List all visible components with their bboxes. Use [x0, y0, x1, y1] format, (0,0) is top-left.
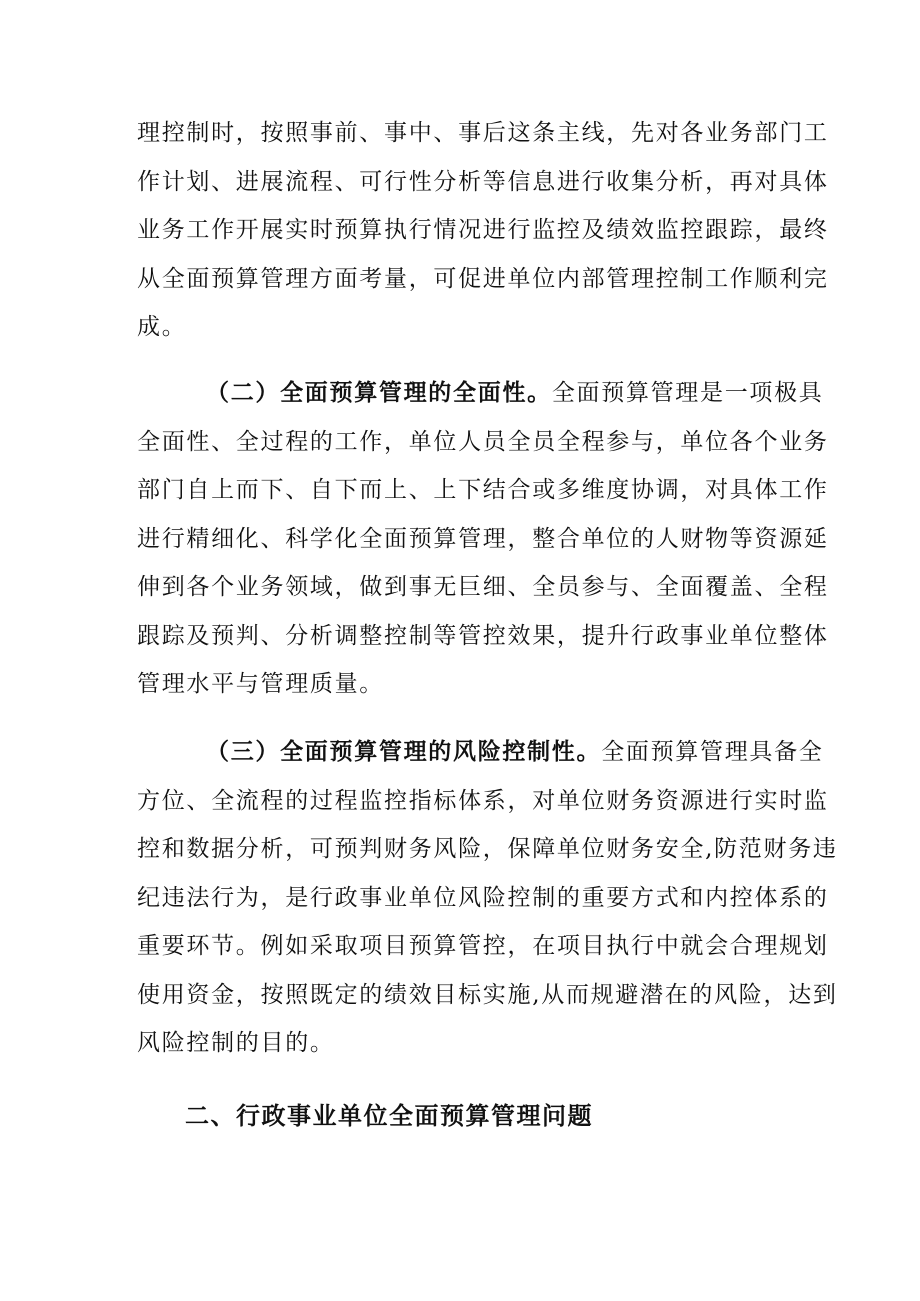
section-heading: 二、行政事业单位全面预算管理问题 [185, 1102, 593, 1130]
text-line: 纪违法行为，是行政事业单位风险控制的重要方式和内控体系的 [137, 884, 829, 911]
paragraph-first-line [137, 369, 824, 418]
text-line: 跟踪及预判、分析调整控制等管控效果，提升行政事业单位整体 [137, 622, 829, 649]
text-line: 控和数据分析，可预判财务风险，保障单位财务安全,防范财务违 [137, 836, 838, 862]
paragraph-bold-lead: （二）全面预算管理的全面性。 [206, 380, 552, 406]
text-line: 使用资金，按照既定的绩效目标实施,从而规避潜在的风险，达到 [137, 981, 838, 1008]
paragraph-first-line-text: 全面预算管理具备全 [601, 739, 824, 765]
text-line: 方位、全流程的过程监控指标体系，对单位财务资源进行实时监 [137, 787, 829, 814]
paragraph-1 [137, 109, 829, 352]
text-line: 重要环节。例如采取项目预算管控，在项目执行中就会合理规划 [137, 933, 829, 959]
paragraph-first-line [137, 728, 824, 777]
text-line: 伸到各个业务领域，做到事无巨细、全员参与、全面覆盖、全程 [137, 574, 829, 600]
paragraph-2 [137, 369, 829, 709]
text-line: 管理水平与管理质量。 [137, 671, 384, 697]
paragraph-first-line-text: 全面预算管理是一项极具 [551, 380, 824, 406]
text-line: 业务工作开展实时预算执行情况进行监控及绩效监控跟踪，最终 [137, 217, 829, 243]
text-line: 全面性、全过程的工作，单位人员全员全程参与，单位各个业务 [137, 428, 829, 455]
text-line: 风险控制的目的。 [137, 1030, 335, 1056]
text-line: 作计划、进展流程、可行性分析等信息进行收集分析，再对具体 [137, 168, 829, 195]
text-line: 理控制时，按照事前、事中、事后这条主线，先对各业务部门工 [137, 120, 829, 146]
paragraph-bold-lead: （三）全面预算管理的风险控制性。 [206, 739, 602, 765]
text-line: 部门自上而下、自下而上、上下结合或多维度协调，对具体工作 [137, 477, 829, 503]
text-line: 成。 [137, 314, 187, 340]
text-line: 进行精细化、科学化全面预算管理，整合单位的人财物等资源延 [137, 525, 829, 552]
text-line: 从全面预算管理方面考量，可促进单位内部管理控制工作顺利完 [137, 265, 829, 292]
paragraph-3 [137, 728, 838, 1068]
